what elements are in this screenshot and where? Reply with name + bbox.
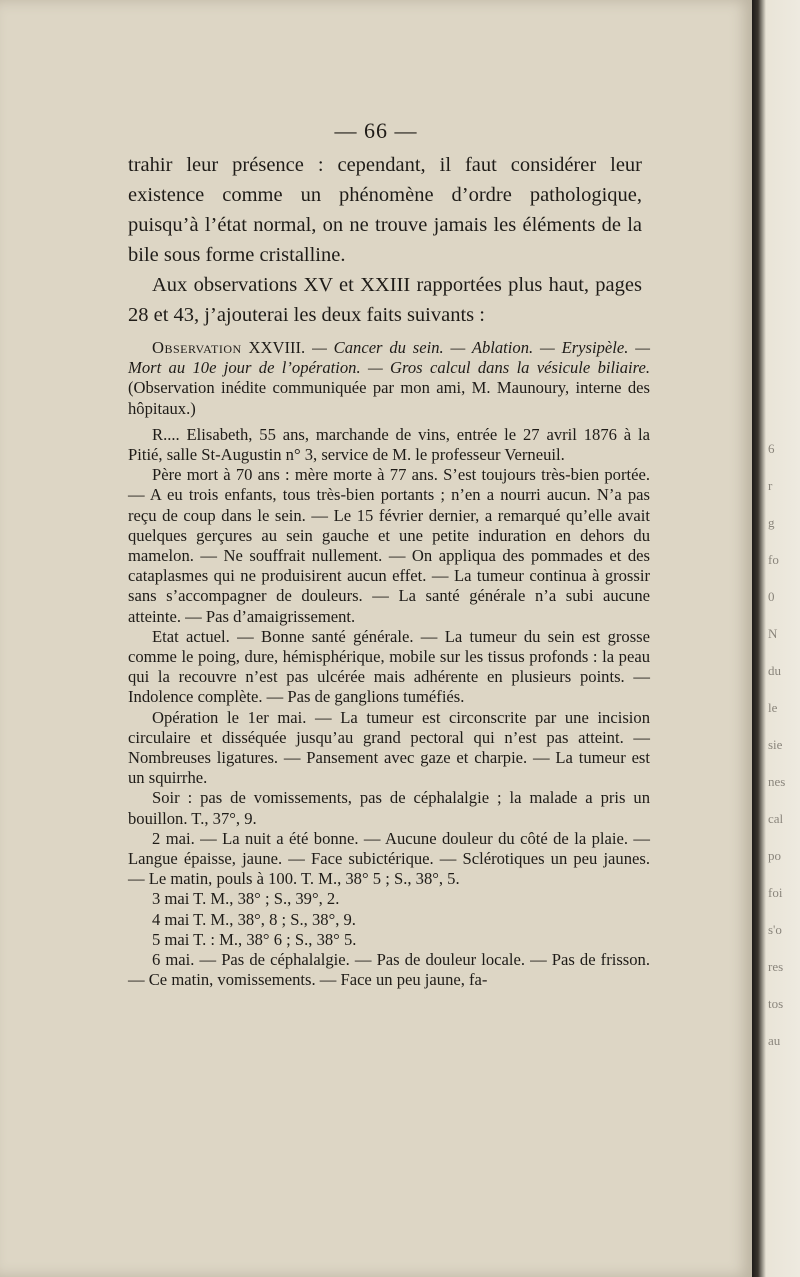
page-number: — 66 — (334, 118, 418, 143)
observation-note: (Observation inédite communiquée par mon ami, M. Maunoury, interne des hôpitaux.) (128, 378, 650, 418)
facing-page-fragments (768, 430, 800, 1059)
paragraph: 4 mai T. M., 38°, 8 ; S., 38°, 9. (152, 909, 356, 929)
gutter-fragment: g (768, 515, 775, 530)
paragraph: 2 mai. — La nuit a été bonne. — Aucune douleur du côté de la plaie. — Langue épaisse, jaune. — Face subictérique. — Sclérotiques un peu jaunes. — Le matin, pouls à 100. T. M., 38° 5 ; S., 38°, 5. (128, 828, 650, 889)
paragraph: Père mort à 70 ans : mère morte à 77 ans. S’est toujours très-bien portée. — A eu trois enfants, tous très-bien portants ; n’en a nourri aucun. N’a pas reçu de coup dans le sein. — Le 15 février dernier, a remarqué qu’elle avait quelques gerçures au sein gauche et une petite induration en dehors du mamelon. — Ne souffrait nullement. — On appliqua des pommades et des cataplasmes qui ne produisirent aucun effet. — La tumeur continua à grossir sans s’accompagner de douleurs. — La santé générale n’a subi aucune atteinte. — Pas d’amaigrissement. (128, 465, 650, 626)
gutter-fragment: r (768, 478, 773, 493)
gutter-fragment: le (768, 700, 778, 715)
gutter-fragment: foi (768, 885, 783, 900)
gutter-fragment: au (768, 1033, 781, 1048)
intro-text (128, 150, 642, 330)
gutter-fragment: 6 (768, 441, 775, 456)
gutter-fragment: nes (768, 774, 786, 789)
gutter-fragment: cal (768, 811, 784, 826)
paragraph: Etat actuel. — Bonne santé générale. — La tumeur du sein est grosse comme le poing, dure, hémisphérique, mobile sur les tissus profonds : la peau qui la recouvre n’est pas ulcérée mais adhérente en plusieurs points. — Indolence complète. — Pas de ganglions tuméfiés. (128, 626, 650, 707)
paragraph: 6 mai. — Pas de céphalalgie. — Pas de douleur locale. — Pas de frisson. — Ce matin, vomissements. — Face un peu jaune, fa- (128, 950, 650, 990)
paragraph: 5 mai T. : M., 38° 6 ; S., 38° 5. (152, 929, 357, 949)
paragraph: R.... Elisabeth, 55 ans, marchande de vins, entrée le 27 avril 1876 à la Pitié, salle St-Augustin n° 3, service de M. le professeur Verneuil. (128, 424, 650, 465)
paragraph: Soir : pas de vomissements, pas de céphalalgie ; la malade a pris un bouillon. T., 37°, 9. (128, 788, 650, 828)
intro-paragraph-2: Aux observations XV et XXIII rapportées plus haut, pages 28 et 43, j’ajouterai les deux faits suivants : (128, 274, 642, 326)
gutter-fragment: tos (768, 996, 784, 1011)
paragraph: 3 mai T. M., 38° ; S., 39°, 2. (152, 889, 340, 909)
observation-header (128, 338, 650, 419)
gutter-fragment: 0 (768, 589, 775, 604)
gutter-fragment: sie (768, 737, 783, 752)
gutter-fragment: res (768, 959, 784, 974)
gutter-fragment: s'o (768, 922, 782, 937)
observation-label: Observation (152, 338, 242, 357)
gutter-fragment: po (768, 848, 781, 863)
observation-title: — Cancer du sein. — Ablation. — Erysipèle. — Mort au 10e jour de l’opération. — Gros calcul dans la vésicule biliaire. (128, 338, 651, 378)
intro-paragraph-1: trahir leur présence : cependant, il faut considérer leur existence comme un phénomène d’ordre pathologique, puisqu’à l’état normal, on ne trouve jamais les éléments de la bile sous forme cristalline. (128, 154, 642, 266)
paragraph: Opération le 1er mai. — La tumeur est circonscrite par une incision circulaire et disséquée jusqu’au grand pectoral qui n’est pas atteint. — Nombreuses ligatures. — Pansement avec gaze et charpie. — La tumeur est un squirrhe. (128, 707, 650, 788)
observation-text (128, 338, 650, 991)
observation-number: XXVIII. (248, 338, 306, 357)
gutter-fragment: du (768, 663, 781, 678)
gutter-fragment: fo (768, 552, 779, 567)
gutter-fragment: N (768, 626, 778, 641)
